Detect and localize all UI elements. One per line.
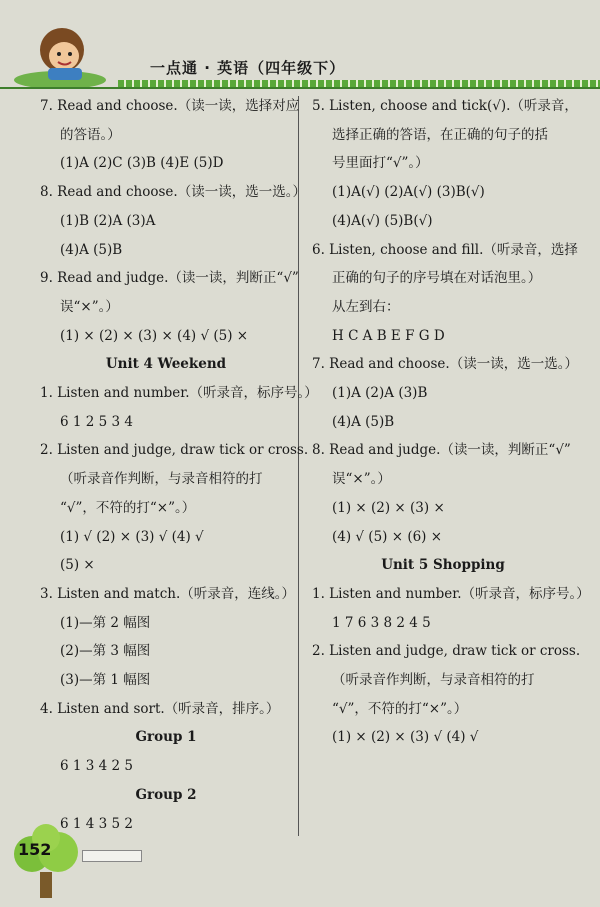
answer-line: 误“×”。） bbox=[60, 298, 119, 315]
section-heading: Group 2 bbox=[135, 786, 197, 803]
answer-line: (4) √ (5) × (6) × bbox=[332, 528, 443, 545]
section-heading: Group 1 bbox=[135, 729, 197, 746]
header-title: 一点通 · 英语（四年级下） bbox=[150, 59, 346, 77]
ruler-arrow-icon bbox=[82, 850, 142, 862]
question-line: 3. Listen and match.（听录音，连线。） bbox=[40, 585, 296, 602]
answer-line: (1)—第 2 幅图 bbox=[60, 614, 151, 631]
answer-line: 选择正确的答语，在正确的句子的括 bbox=[332, 126, 548, 143]
question-line: 2. Listen and judge, draw tick or cross. bbox=[312, 643, 581, 660]
answer-line: (3)—第 1 幅图 bbox=[60, 672, 151, 689]
boy-mascot-illustration bbox=[10, 22, 120, 94]
answer-line: 6 1 2 5 3 4 bbox=[60, 413, 133, 430]
answer-line: (1) √ (2) × (3) √ (4) √ bbox=[60, 528, 204, 545]
answer-line: 误“×”。） bbox=[332, 471, 391, 488]
answer-line: 从左到右： bbox=[332, 298, 400, 315]
answer-line: (4)A (5)B bbox=[332, 413, 395, 430]
question-line: 5. Listen, choose and tick(√).（听录音， bbox=[312, 98, 578, 114]
answer-line: (1)A (2)A (3)B bbox=[332, 385, 428, 402]
answer-line: (1)A(√) (2)A(√) (3)B(√) bbox=[332, 184, 485, 201]
answer-line: “√”，不符的打“×”。） bbox=[60, 499, 196, 516]
answer-line: (1)B (2)A (3)A bbox=[60, 212, 156, 229]
tree-page-badge-icon bbox=[10, 820, 84, 900]
section-heading: Unit 5 Shopping bbox=[381, 557, 505, 574]
answer-line: (4)A (5)B bbox=[60, 241, 123, 258]
header-rule bbox=[0, 87, 600, 89]
answer-line: 1 7 6 3 8 2 4 5 bbox=[332, 614, 431, 631]
question-line: 4. Listen and sort.（听录音，排序。） bbox=[40, 700, 280, 717]
question-line: 8. Read and choose.（读一读，选一选。） bbox=[40, 184, 306, 201]
column-divider bbox=[298, 96, 299, 836]
answer-line: (1) × (2) × (3) √ (4) √ bbox=[332, 729, 479, 746]
answer-line: （听录音作判断，与录音相符的打 bbox=[60, 471, 263, 488]
answer-line: H C A B E F G D bbox=[332, 327, 445, 344]
answer-line: 正确的句子的序号填在对话泡里。） bbox=[332, 270, 542, 287]
answer-line: 6 1 4 3 5 2 bbox=[60, 815, 133, 832]
answer-line: (5) × bbox=[60, 557, 95, 574]
page-number: 152 bbox=[18, 840, 52, 859]
answer-line: 6 1 3 4 2 5 bbox=[60, 758, 133, 775]
answer-line: 号里面打“√”。） bbox=[332, 155, 429, 172]
answer-line: (2)—第 3 幅图 bbox=[60, 643, 151, 660]
left-column bbox=[40, 92, 318, 838]
question-line: 6. Listen, choose and fill.（听录音，选择 bbox=[312, 241, 578, 258]
answer-line: (1) × (2) × (3) × (4) √ (5) × bbox=[60, 327, 249, 344]
right-column bbox=[312, 92, 590, 752]
answer-line: (1) × (2) × (3) × bbox=[332, 499, 445, 516]
answer-line: “√”，不符的打“×”。） bbox=[332, 700, 468, 717]
question-line: 2. Listen and judge, draw tick or cross. bbox=[40, 442, 309, 459]
question-line: 7. Read and choose.（读一读，选择对应 bbox=[40, 98, 300, 114]
answer-line: (1)A (2)C (3)B (4)E (5)D bbox=[60, 155, 224, 172]
answer-line: 的答语。） bbox=[60, 126, 121, 143]
section-heading: Unit 4 Weekend bbox=[105, 356, 227, 373]
question-line: 1. Listen and number.（听录音，标序号。） bbox=[312, 585, 590, 602]
question-line: 9. Read and judge.（读一读，判断正“√” bbox=[40, 270, 299, 287]
question-line: 8. Read and judge.（读一读，判断正“√” bbox=[312, 442, 571, 459]
question-line: 1. Listen and number.（听录音，标序号。） bbox=[40, 385, 318, 402]
answer-line: (4)A(√) (5)B(√) bbox=[332, 212, 433, 229]
question-line: 7. Read and choose.（读一读，选一选。） bbox=[312, 356, 578, 373]
header-decor-bar bbox=[118, 80, 600, 87]
answer-line: （听录音作判断，与录音相符的打 bbox=[332, 672, 535, 689]
